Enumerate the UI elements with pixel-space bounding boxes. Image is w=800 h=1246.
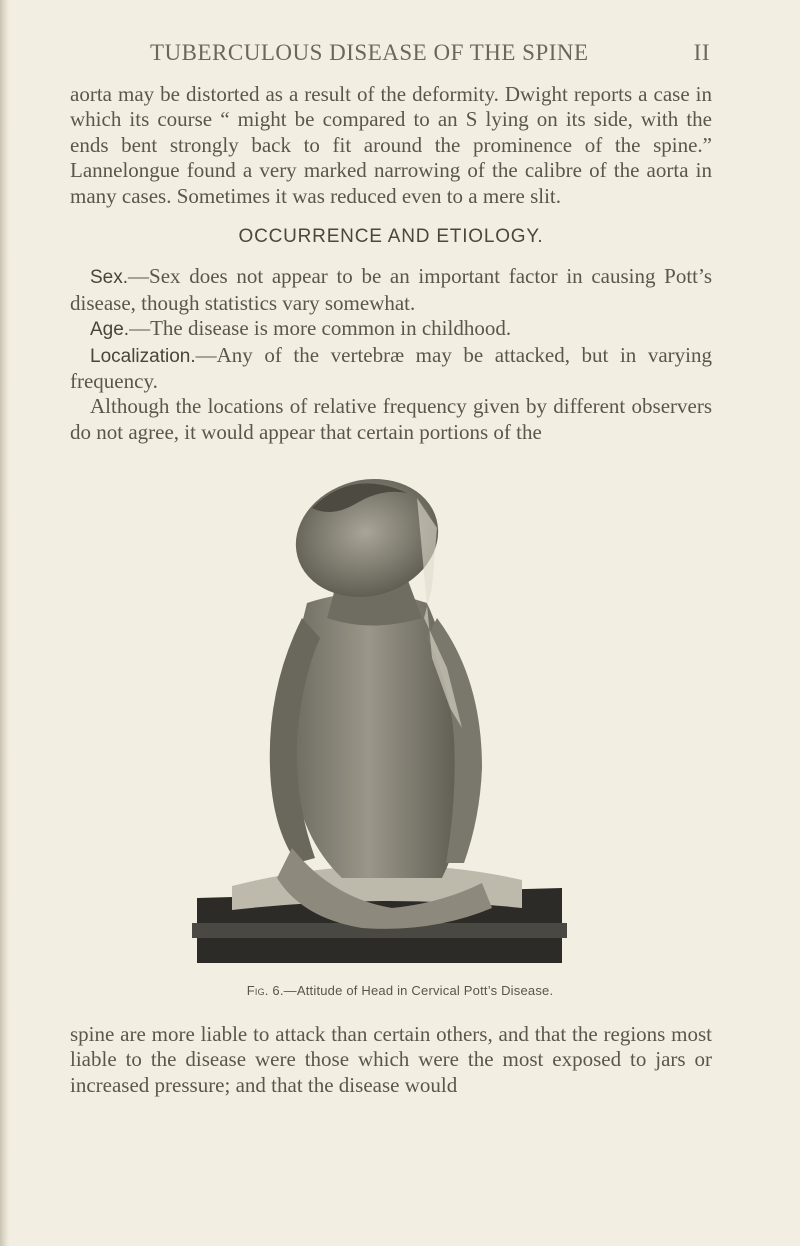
child-photo-illustration [192, 468, 567, 973]
text-block-top [70, 82, 712, 445]
running-head-title: TUBERCULOUS DISEASE OF THE SPINE [150, 40, 589, 65]
paragraph-spine: spine are more liable to attack than certain others, and that the regions most liable to the disease were those which were the most exposed to jars or increased pressure; and that the disease would [70, 1022, 712, 1097]
paragraph-aorta: aorta may be distorted as a result of the deformity. Dwight reports a case in which its course “ might be compared to an S lying on its side, with the ends bent strongly back to fit around the prominence of the spine.” Lannelongue found a very marked narrowing of the calibre of the aorta in many cases. Sometimes it was reduced even to a mere slit. [70, 82, 712, 208]
run-in-sex: Sex. [90, 267, 129, 289]
figure-label: Fig. 6. [246, 983, 284, 998]
paragraph-localization [70, 343, 712, 395]
sex-text: —Sex does not appear to be an important factor in causing Pott’s disease, though statistics vary somewhat. [70, 264, 712, 315]
run-in-localization: Localization. [90, 345, 196, 367]
run-in-age: Age. [90, 319, 130, 341]
section-heading: OCCURRENCE AND ETIOLOGY. [238, 226, 544, 248]
paragraph-age [70, 316, 712, 342]
figure-caption-text: —Attitude of Head in Cervical Pott’s Disease. [283, 983, 554, 998]
paragraph-sex [70, 264, 712, 316]
age-text: —The disease is more common in childhood. [129, 316, 512, 341]
figure-caption [0, 983, 800, 998]
paragraph-although: Although the locations of relative frequency given by different observers do not agree, it would appear that certain portions of the [70, 394, 712, 444]
figure-photograph [192, 468, 567, 973]
page-number: II [693, 40, 710, 65]
text-block-bottom [70, 1022, 712, 1098]
page-binding-edge [0, 0, 10, 1246]
localization-text: —Any of the vertebræ may be attacked, but in varying frequency. [70, 342, 712, 394]
